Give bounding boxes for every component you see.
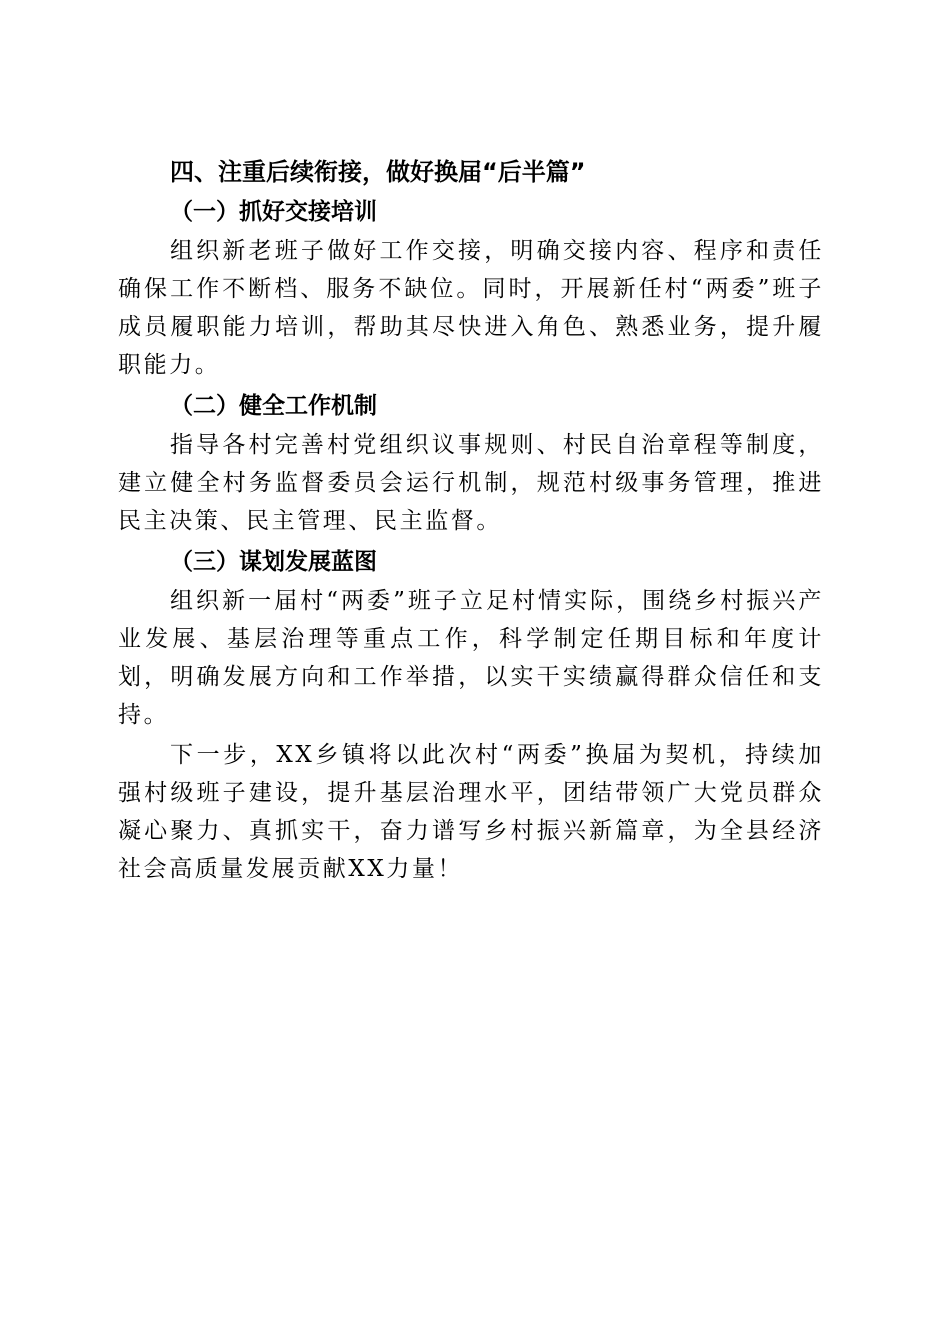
closing-paragraph: 下一步，XX乡镇将以此次村“两委”换届为契机，持续加强村级班子建设，提升基层治理水平，团结带领广大党员群众凝心聚力、真抓实干，奋力谱写乡村振兴新篇章，为全县经济社会高质量发展贡献XX力量！: [118, 742, 824, 882]
subsection-1-heading: （一）抓好交接培训: [170, 198, 377, 225]
document-page: [118, 152, 824, 888]
subsection-1-body: 组织新老班子做好工作交接，明确交接内容、程序和责任确保工作不断档、服务不缺位。同时，开展新任村“两委”班子成员履职能力培训，帮助其尽快进入角色、熟悉业务，提升履职能力。: [118, 238, 824, 378]
subsection-2: [118, 386, 824, 540]
subsection-2-body: 指导各村完善村党组织议事规则、村民自治章程等制度，建立健全村务监督委员会运行机制，规范村级事务管理，推进民主决策、民主管理、民主监督。: [118, 432, 824, 534]
subsection-2-heading: （二）健全工作机制: [170, 392, 377, 419]
subsection-3-heading: （三）谋划发展蓝图: [170, 548, 377, 575]
subsection-3: [118, 542, 824, 734]
subsection-3-body: 组织新一届村“两委”班子立足村情实际，围绕乡村振兴产业发展、基层治理等重点工作，科学制定任期目标和年度计划，明确发展方向和工作举措，以实干实绩赢得群众信任和支持。: [118, 588, 824, 728]
section-heading: 四、注重后续衔接，做好换届“后半篇”: [170, 158, 586, 186]
subsection-1: [118, 192, 824, 384]
